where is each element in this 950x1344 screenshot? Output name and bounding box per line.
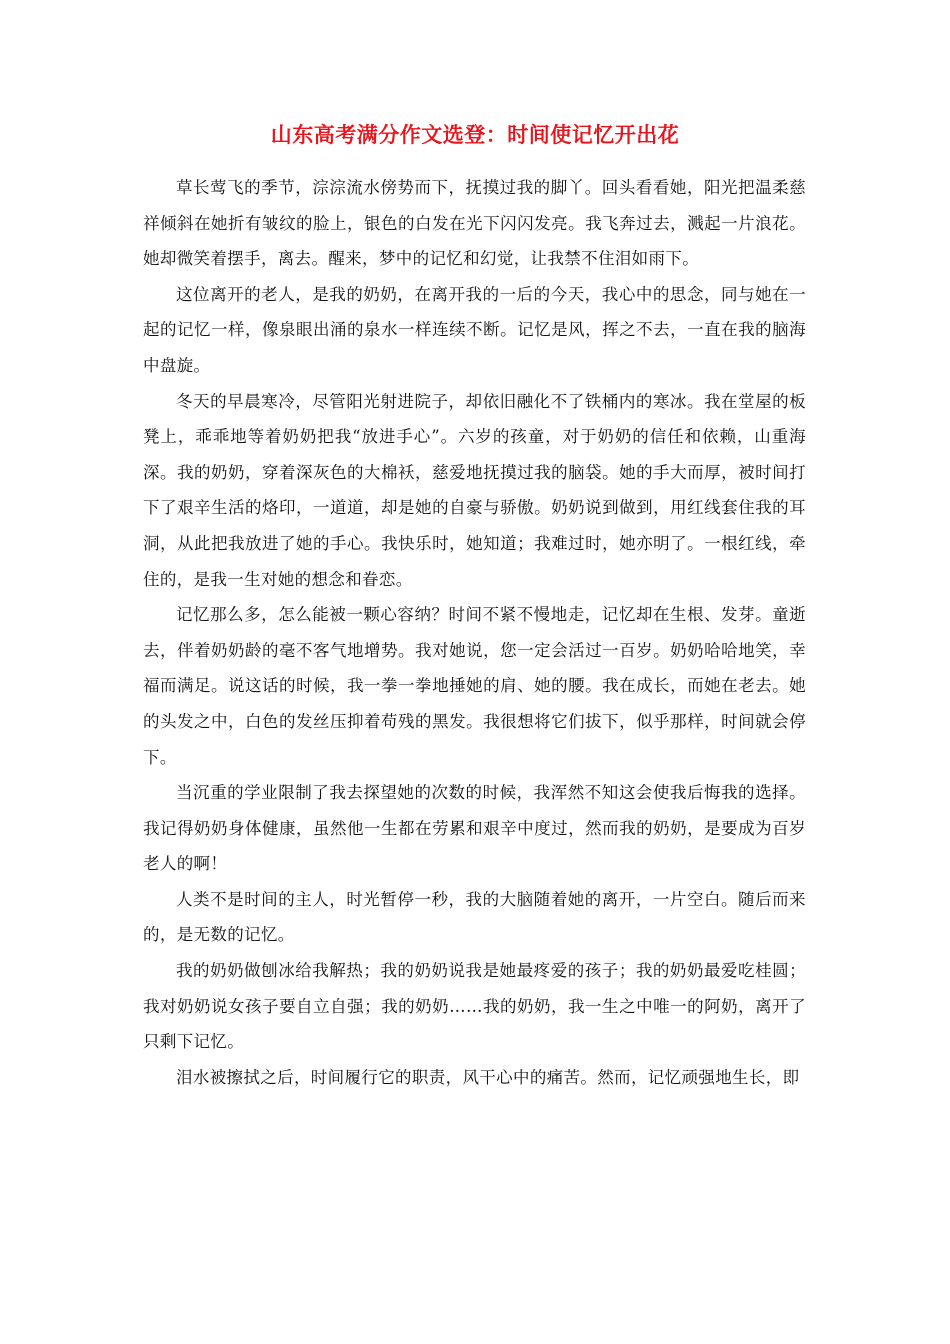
paragraph: 冬天的早晨寒冷，尽管阳光射进院子，却依旧融化不了铁桶内的寒冰。我在堂屋的板凳上，乖乖地等着奶奶把我“放进手心”。六岁的孩童，对于奶奶的信任和依赖，山重海深。我的奶奶，穿着深灰色的大棉袄，慈爱地抚摸过我的脑袋。她的手大而厚，被时间打下了艰辛生活的烙印，一道道，却是她的自豪与骄傲。奶奶说到做到，用红线套住我的耳洞，从此把我放进了她的手心。我快乐时，她知道；我难过时，她亦明了。一根红线，牵住的，是我一生对她的想念和眷恋。 — [143, 391, 806, 589]
paragraph: 草长莺飞的季节，淙淙流水傍势而下，抚摸过我的脚丫。回头看看她，阳光把温柔慈祥倾斜在她折有皱纹的脸上，银色的白发在光下闪闪发亮。我飞奔过去，溅起一片浪花。她却微笑着摆手，离去。醒来，梦中的记忆和幻觉，让我禁不住泪如雨下。 — [143, 178, 806, 269]
paragraph: 人类不是时间的主人，时光暂停一秒，我的大脑随着她的离开，一片空白。随后而来的，是无数的记忆。 — [143, 889, 806, 945]
page-title: 山东高考满分作文选登：时间使记忆开出花 — [270, 122, 680, 147]
paragraph: 我的奶奶做刨冰给我解热；我的奶奶说我是她最疼爱的孩子；我的奶奶最爱吃桂圆；我对奶奶说女孩子要自立自强；我的奶奶……我的奶奶，我一生之中唯一的阿奶，离开了只剩下记忆。 — [143, 961, 806, 1052]
paragraph: 泪水被擦拭之后，时间履行它的职责，风干心中的痛苦。然而，记忆顽强地生长，即 — [176, 1067, 800, 1087]
paragraph: 当沉重的学业限制了我去探望她的次数的时候，我浑然不知这会使我后悔我的选择。我记得奶奶身体健康，虽然他一生都在劳累和艰辛中度过，然而我的奶奶，是要成为百岁老人的啊！ — [143, 783, 806, 874]
paragraph: 这位离开的老人，是我的奶奶，在离开我的一后的今天，我心中的思念，同与她在一起的记忆一样，像泉眼出涌的泉水一样连续不断。记忆是风，挥之不去，一直在我的脑海中盘旋。 — [143, 284, 806, 375]
article-body — [143, 170, 806, 1095]
paragraph: 记忆那么多，怎么能被一颗心容纳？时间不紧不慢地走，记忆却在生根、发芽。童逝去，伴着奶奶龄的毫不客气地增势。我对她说，您一定会活过一百岁。奶奶哈哈地笑，幸福而满足。说这话的时候，我一拳一拳地捶她的肩、她的腰。我在成长，而她在老去。她的头发之中，白色的发丝压抑着苟残的黑发。我很想将它们拔下，似乎那样，时间就会停下。 — [143, 605, 806, 767]
